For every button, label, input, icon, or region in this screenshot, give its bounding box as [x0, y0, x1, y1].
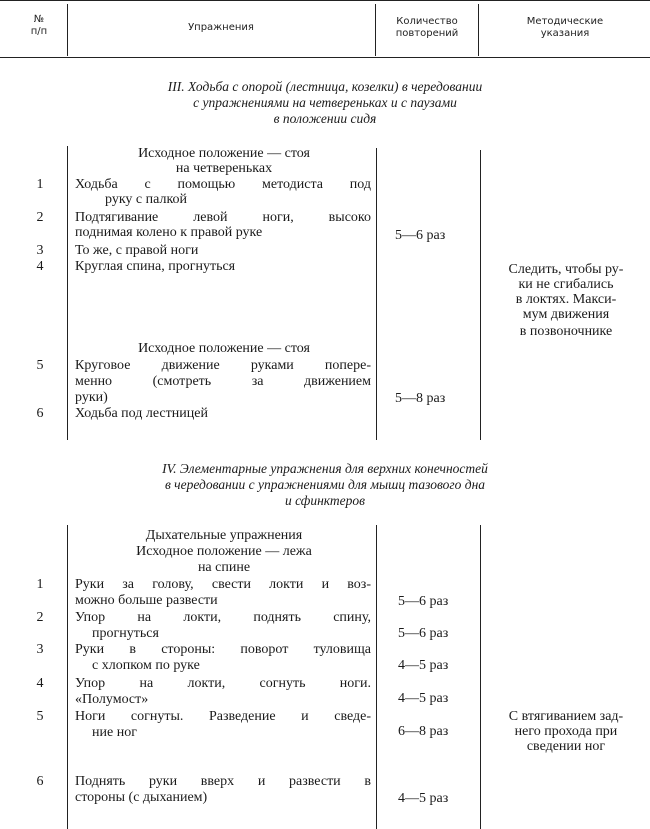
- exercise-number: 6: [36, 774, 44, 789]
- exercise-text: Подтягивание левой ноги, высоко: [75, 210, 371, 225]
- exercise-number: 3: [36, 243, 44, 258]
- header-divider: [478, 4, 479, 56]
- exercise-text: Поднять руки вверх и развести в: [75, 774, 371, 789]
- column-rule: [480, 150, 481, 440]
- section3-title: III. Ходьба с опорой (лестница, козелки) в чередовании: [167, 79, 483, 94]
- exercise-text: Ноги согнуты. Разведение и сведе-: [75, 709, 371, 724]
- method-note: Следить, чтобы ру-: [508, 262, 624, 277]
- initial-position: на четвереньках: [175, 161, 273, 176]
- repetition-count: 5—6 раз: [398, 626, 449, 641]
- repetition-count: 4—5 раз: [398, 658, 449, 673]
- exercise-text: Руки в стороны: поворот туловища: [75, 642, 371, 657]
- exercise-number: 3: [36, 642, 44, 657]
- exercise-number: 4: [36, 676, 44, 691]
- exercise-text: прогнуться: [92, 626, 159, 641]
- header-exercises: Упражнения: [188, 22, 254, 33]
- exercise-number: 2: [36, 610, 44, 625]
- repetition-count: 4—5 раз: [398, 791, 449, 806]
- exercise-text: Ходьба под лестницей: [75, 406, 208, 421]
- breathing-exercises-heading: Дыхательные упражнения: [145, 528, 303, 543]
- exercise-number: 5: [36, 358, 44, 373]
- exercise-text: ние ног: [92, 725, 137, 740]
- exercise-text: Руки за голову, свести локти и воз-: [75, 577, 371, 592]
- method-note: сведении ног: [526, 739, 606, 754]
- column-rule: [480, 525, 481, 829]
- repetition-count: 5—6 раз: [395, 228, 446, 243]
- initial-position: на спине: [197, 560, 251, 575]
- section4-title: в чередовании с упражнениями для мышц тазового дна: [164, 477, 486, 492]
- header-num: № п/п: [30, 14, 48, 37]
- column-rule: [67, 146, 68, 440]
- exercise-text: Упор на локти, согнуть ноги.: [75, 676, 371, 691]
- section4-title: и сфинктеров: [284, 493, 366, 508]
- method-note: в позвоночнике: [519, 324, 613, 339]
- column-rule: [376, 525, 377, 829]
- exercise-number: 6: [36, 406, 44, 421]
- exercise-text: Упор на локти, поднять спину,: [75, 610, 371, 625]
- method-note: в локтях. Макси-: [515, 292, 617, 307]
- repetition-count: 5—6 раз: [398, 594, 449, 609]
- exercise-text: менно (смотреть за движением: [75, 374, 371, 389]
- exercise-number: 2: [36, 210, 44, 225]
- repetition-count: 4—5 раз: [398, 691, 449, 706]
- exercise-text: Круглая спина, прогнуться: [75, 259, 236, 274]
- initial-position: Исходное положение — стоя: [138, 341, 310, 356]
- header-count: Количество повторений: [395, 16, 459, 39]
- exercise-text: стороны (с дыханием): [75, 790, 208, 805]
- header-top-rule: [0, 0, 650, 1]
- column-rule: [376, 148, 377, 440]
- exercise-text: с хлопком по руке: [92, 658, 200, 673]
- initial-position: Исходное положение — стоя: [138, 146, 310, 161]
- exercise-number: 4: [36, 259, 44, 274]
- column-rule: [67, 525, 68, 829]
- initial-position: Исходное положение — лежа: [136, 544, 312, 559]
- section3-title: с упражнениями на четвереньках и с паузами: [193, 95, 457, 110]
- exercise-text: можно больше развести: [75, 593, 218, 608]
- section4-title: IV. Элементарные упражнения для верхних конечностей: [162, 461, 488, 476]
- repetition-count: 5—8 раз: [395, 391, 446, 406]
- exercise-text: руки): [75, 390, 108, 405]
- section3-title: в положении сидя: [273, 111, 377, 126]
- exercise-text: То же, с правой ноги: [75, 243, 199, 258]
- exercise-text: руку с палкой: [105, 192, 188, 207]
- method-note: ки не сгибались: [518, 277, 614, 292]
- repetition-count: 6—8 раз: [398, 724, 449, 739]
- header-bottom-rule: [0, 57, 650, 58]
- exercise-text: Круговое движение руками попере-: [75, 358, 371, 373]
- exercise-text: «Полумост»: [75, 692, 149, 707]
- exercise-text: поднимая колено к правой руке: [75, 225, 263, 240]
- exercise-number: 1: [36, 577, 44, 592]
- method-note: него прохода при: [514, 724, 618, 739]
- method-note: С втягиванием зад-: [508, 709, 624, 724]
- header-method: Методические указания: [526, 16, 604, 39]
- method-note: мум движения: [522, 307, 610, 322]
- exercise-text: Ходьба с помощью методиста под: [75, 177, 371, 192]
- exercise-number: 5: [36, 709, 44, 724]
- exercise-number: 1: [36, 177, 44, 192]
